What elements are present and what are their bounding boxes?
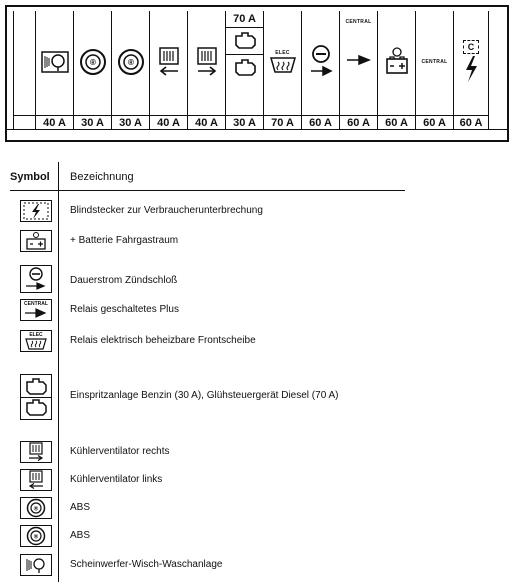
legend-label: Einspritzanlage Benzin (30 A), Glühsteuergerät Diesel (70 A) [70, 390, 339, 401]
svg-text:®: ® [33, 506, 39, 513]
svg-text:®: ® [33, 534, 39, 541]
radiator-fan-left-icon [20, 469, 52, 491]
battery-plus-icon [383, 47, 411, 77]
abs-icon [20, 525, 52, 547]
legend-row [10, 299, 460, 325]
fuse-abs-1 [73, 11, 111, 130]
legend-row [10, 497, 460, 523]
fuse-amp: 40 A [188, 115, 225, 130]
fuse-amp: 60 A [454, 115, 488, 130]
relay-plus-icon [345, 53, 373, 67]
engine-injection-icon [231, 30, 259, 52]
fuse-relay-plus [339, 11, 377, 130]
fuse-amp: 30 A [226, 115, 263, 130]
svg-text:®: ® [89, 58, 96, 67]
legend-label: Blindstecker zur Verbraucherunterbrechung [70, 205, 263, 216]
fuse-box-base [7, 129, 507, 140]
ignition-switch-icon [20, 265, 52, 293]
fuse-amp [14, 115, 35, 130]
legend-mini-label: ELEC [29, 332, 43, 338]
legend-row [10, 374, 460, 422]
svg-text:®: ® [127, 58, 134, 67]
fuse-ignition-switch [301, 11, 339, 130]
fuse-box-diagram [5, 5, 509, 142]
radiator-fan-left-icon [156, 47, 182, 77]
fuse-mini-label: CENTRAL [345, 19, 372, 25]
fuse-amp: 40 A [150, 115, 187, 130]
fuse-amp: 70 A [264, 115, 301, 130]
fuse-row [13, 11, 503, 130]
fuse-radiator-fan-left [149, 11, 187, 130]
headlamp-wash-icon [41, 51, 69, 73]
radiator-fan-right-icon [194, 47, 220, 77]
legend-row [10, 525, 460, 551]
abs-icon [20, 497, 52, 519]
lightning-icon [460, 54, 482, 84]
legend-label: Scheinwerfer-Wisch-Waschanlage [70, 559, 223, 570]
radiator-fan-right-icon [20, 441, 52, 463]
legend-mini-label: CENTRAL [24, 301, 48, 307]
legend-row [10, 554, 460, 580]
heated-windscreen-icon [20, 330, 52, 352]
fuse-slot-empty [13, 11, 35, 130]
legend-row [10, 265, 460, 291]
fuse-abs-2 [111, 11, 149, 130]
fuse-amp: 60 A [302, 115, 339, 130]
legend-label: Relais geschaltetes Plus [70, 304, 179, 315]
fuse-mini-label: CENTRAL [421, 59, 448, 65]
legend-label: ABS [70, 530, 91, 541]
fuse-amp: 60 A [378, 115, 415, 130]
fuse-mini-label: C [463, 40, 480, 54]
legend-row [10, 330, 460, 356]
fuse-amp: 30 A [74, 115, 111, 130]
fuse-dummy-plug [453, 11, 489, 130]
ignition-switch-icon [307, 45, 335, 79]
headlamp-wash-icon [20, 554, 52, 576]
legend-header [10, 168, 405, 191]
fuse-heated-windscreen [263, 11, 301, 130]
legend-label: Kühlerventilator links [70, 474, 163, 485]
legend-label: Dauerstrom Zündschloß [70, 275, 178, 286]
legend-label: Relais elektrisch beheizbare Frontscheibe [70, 335, 256, 346]
legend-row [10, 469, 460, 495]
legend-label: ABS [70, 502, 91, 513]
fuse-headlamp-wash [35, 11, 73, 130]
legend-row [10, 230, 460, 256]
engine-injection-icon [231, 57, 259, 79]
fuse-battery-plus [377, 11, 415, 130]
fuse-engine-injection [225, 11, 263, 130]
engine-injection-icon [20, 374, 52, 420]
legend-label: Kühlerventilator rechts [70, 446, 170, 457]
dummy-plug-icon [20, 200, 52, 222]
fuse-mini-label: ELEC [275, 50, 290, 56]
heated-windscreen-icon [269, 56, 297, 74]
fuse-amp: 60 A [416, 115, 453, 130]
abs-icon [79, 48, 107, 76]
legend-row [10, 200, 460, 226]
fuse-amp: 40 A [36, 115, 73, 130]
legend-row [10, 441, 460, 467]
fuse-radiator-fan-right [187, 11, 225, 130]
abs-icon [117, 48, 145, 76]
legend-label: + Batterie Fahrgastraum [70, 235, 179, 246]
fuse-central [415, 11, 453, 130]
fuse-amp: 60 A [340, 115, 377, 130]
fuse-top-amp: 70 A [233, 13, 256, 25]
relay-plus-icon [20, 299, 52, 321]
fuse-amp: 30 A [112, 115, 149, 130]
legend-header-symbol: Symbol [10, 171, 50, 183]
legend-header-name: Bezeichnung [70, 171, 134, 183]
battery-plus-icon [20, 230, 52, 252]
